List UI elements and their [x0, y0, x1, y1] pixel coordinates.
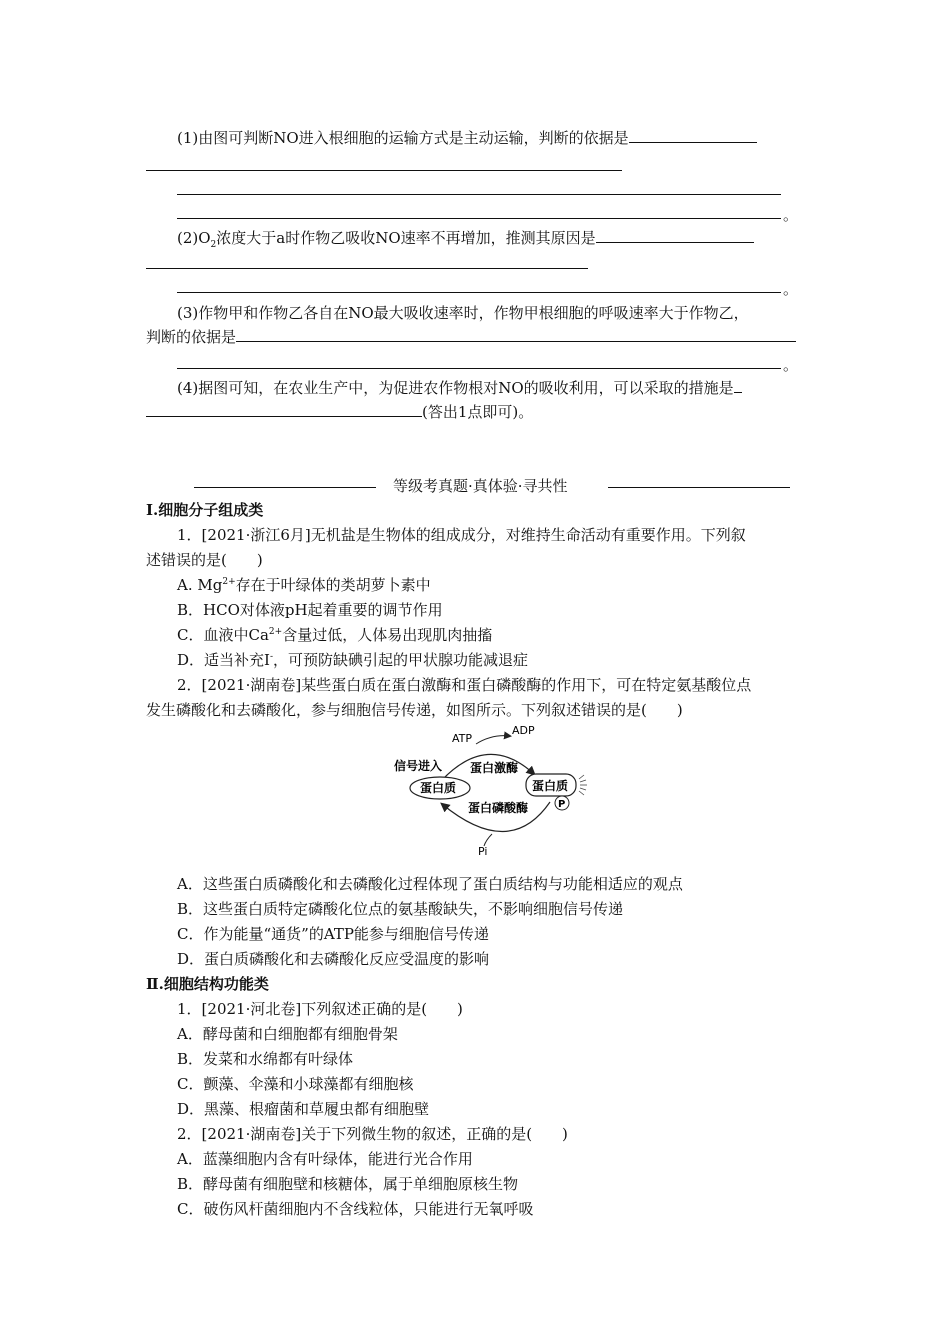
p1-q2-stem: 2．[2021·湖南卷]某些蛋白质在蛋白激酶和蛋白磷酸酶的作用下，可在特定氨基酸位点	[177, 676, 752, 694]
p1-q1-option-d: D．适当补充I-，可预防缺碘引起的甲状腺功能减退症	[177, 651, 529, 669]
answer-blank	[734, 378, 742, 393]
answer-line	[177, 194, 781, 195]
p1-q1-stem: 1．[2021·浙江6月]无机盐是生物体的组成成分，对维持生命活动有重要作用。下列叙	[177, 526, 746, 544]
question-3-line: (3)作物甲和作物乙各自在NO最大吸收速率时，作物甲根细胞的呼吸速率大于作物乙，	[177, 304, 749, 322]
atp-adp-arrow	[476, 736, 510, 744]
answer-blank	[629, 128, 757, 143]
p1-q1-option-c: C．血液中$Ca^{2+}$含量过低，人体易出现肌肉抽搐	[177, 626, 493, 644]
phosphatase-label: 蛋白磷酸酶	[468, 801, 529, 815]
adp-label: ADP	[512, 724, 535, 737]
p2-q2-option-c: C．破伤风杆菌细胞内不含线粒体，只能进行无氧呼吸	[177, 1200, 534, 1218]
period-mark: 。	[783, 206, 799, 224]
p1-q2-option-d: D．蛋白质磷酸化和去磷酸化反应受温度的影响	[177, 950, 490, 968]
signal-label: 信号进入	[394, 759, 443, 773]
atp-label: ATP	[452, 732, 473, 745]
answer-line	[177, 292, 781, 293]
p1-q2-stem-2: 发生磷酸化和去磷酸化，参与细胞信号传递，如图所示。下列叙述错误的是( )	[146, 701, 683, 719]
p2-q2-stem: 2．[2021·湖南卷]关于下列微生物的叙述，正确的是( )	[177, 1125, 568, 1143]
period-mark: 。	[783, 280, 799, 298]
answer-blank	[596, 228, 754, 243]
answer-blank	[146, 402, 422, 417]
activation-spikes	[579, 775, 587, 795]
protein-left-label: 蛋白质	[420, 781, 457, 795]
p2-q2-option-b: B．酵母菌有细胞壁和核糖体，属于单细胞原核生物	[177, 1175, 519, 1193]
p1-q2-option-b: B．这些蛋白质特定磷酸化位点的氨基酸缺失，不影响细胞信号传递	[177, 900, 624, 918]
phosphorylation-diagram	[380, 722, 620, 862]
p1-q1-option-b: B．HCO对体液pH起着重要的调节作用	[177, 601, 443, 619]
answer-line	[177, 218, 781, 219]
part-1-heading: Ⅰ.细胞分子组成类	[146, 501, 264, 519]
question-1-line: (1)由图可判断NO进入根细胞的运输方式是主动运输，判断的依据是	[177, 128, 757, 148]
p2-q1-option-d: D．黑藻、根瘤菌和草履虫都有细胞壁	[177, 1100, 430, 1118]
part-2-heading: Ⅱ.细胞结构功能类	[146, 975, 269, 993]
protein-right-label: 蛋白质	[532, 779, 569, 793]
p1-q1-option-a: A. $Mg^{2+}$存在于叶绿体的类胡萝卜素中	[177, 576, 431, 594]
answer-line	[177, 368, 781, 369]
kinase-label: 蛋白激酶	[470, 761, 519, 775]
phosphate-label: P	[558, 799, 566, 810]
section-rule-right	[608, 487, 790, 488]
question-4-line-2: (答出1点即可)。	[146, 402, 533, 422]
p2-q2-option-a: A．蓝藻细胞内含有叶绿体，能进行光合作用	[177, 1150, 473, 1168]
p1-q1-stem-2: 述错误的是( )	[146, 551, 263, 569]
question-2-line: $(2)O_2$浓度大于a时作物乙吸收NO速率不再增加，推测其原因是	[177, 228, 754, 248]
answer-line	[146, 170, 622, 171]
p2-q1-stem: 1．[2021·河北卷]下列叙述正确的是( )	[177, 1000, 463, 1018]
pi-label: Pi	[478, 845, 488, 858]
period-mark: 。	[783, 356, 799, 374]
section-rule-left	[194, 487, 376, 488]
p2-q1-option-a: A．酵母菌和白细胞都有细胞骨架	[177, 1025, 398, 1043]
question-4-line: (4)据图可知，在农业生产中，为促进农作物根对NO的吸收利用，可以采取的措施是	[177, 378, 742, 398]
p1-q2-option-a: A．这些蛋白质磷酸化和去磷酸化过程体现了蛋白质结构与功能相适应的观点	[177, 875, 683, 893]
p2-q1-option-c: C．颤藻、伞藻和小球藻都有细胞核	[177, 1075, 414, 1093]
p1-q2-option-c: C．作为能量“通货”的ATP能参与细胞信号传递	[177, 925, 489, 943]
answer-line	[146, 268, 588, 269]
section-title: 等级考真题·真体验·寻共性	[393, 477, 568, 495]
p2-q1-option-b: B．发菜和水绵都有叶绿体	[177, 1050, 354, 1068]
question-3-line-2: 判断的依据是	[146, 327, 796, 347]
answer-blank	[236, 327, 796, 342]
